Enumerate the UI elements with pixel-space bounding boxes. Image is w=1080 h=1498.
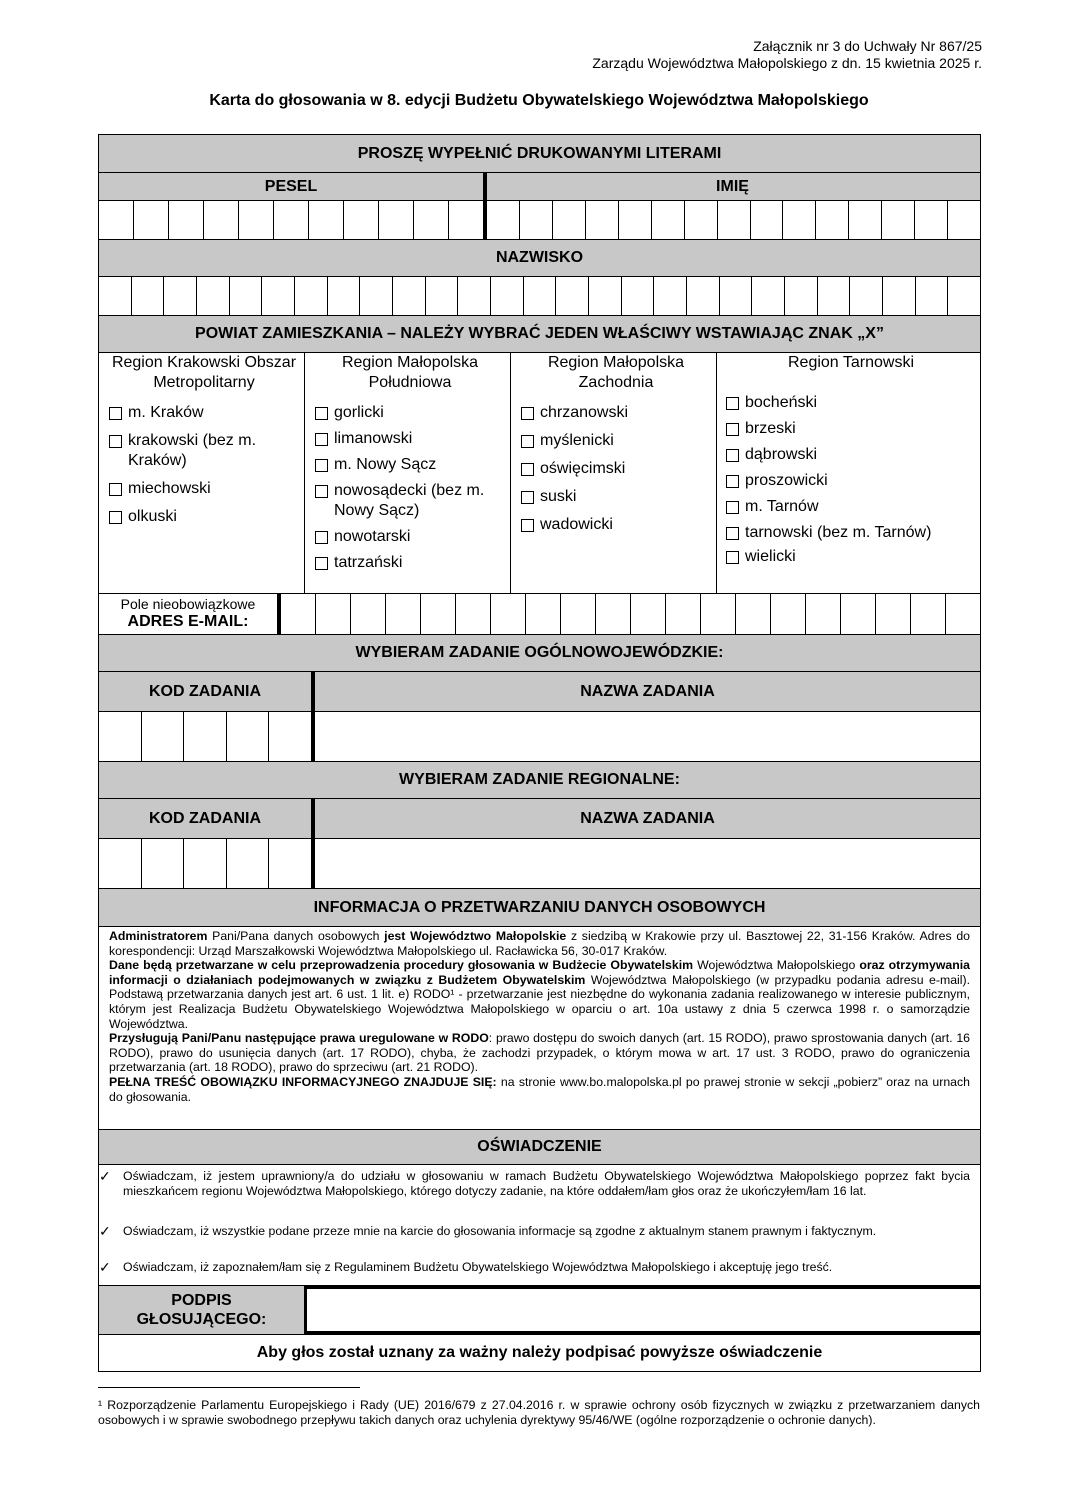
email-label: ADRES E-MAIL: xyxy=(127,613,249,630)
declaration-1: ✓ Oświadczam, iż jestem uprawniony/a do udziału w głosowaniu w ramach Budżetu Obywatelskiego Województwa Małopolskiego poprzez fakt bycia mieszkańcem regionu Województwa Małopolskiego, którego dotyczy zadanie, na które oddałem/łam głos oraz że ukończyłem/łam 16 lat. xyxy=(99,1168,970,1198)
checkbox[interactable] xyxy=(726,449,739,462)
signature-row xyxy=(99,1285,980,1335)
option-nowotarski[interactable]: nowotarski xyxy=(315,527,505,547)
signature-field[interactable] xyxy=(304,1286,980,1334)
regional-nazwa-input[interactable] xyxy=(315,839,980,889)
declaration-2: ✓ Oświadczam, iż wszystkie podane przeze mnie na karcie do głosowania informacje są zgodne z aktualnym stanem prawnym i faktycznym. xyxy=(99,1223,877,1239)
checkbox[interactable] xyxy=(521,491,534,504)
regional-divider xyxy=(311,799,315,889)
email-optional-note: Pole nieobowiązkowe xyxy=(120,596,256,612)
checkbox[interactable] xyxy=(726,551,739,564)
attachment-line-1: Załącznik nr 3 do Uchwały Nr 867/25 xyxy=(753,38,982,54)
region-divider-1 xyxy=(304,353,305,593)
attachment-header xyxy=(592,38,982,72)
region-name: Region Małopolska Zachodnia xyxy=(547,354,685,391)
region-malopolska-poludniowa xyxy=(315,353,505,593)
option-m-tarnow[interactable]: m. Tarnów xyxy=(726,497,976,517)
general-task-band: WYBIERAM ZADANIE OGÓLNOWOJEWÓDZKIE: xyxy=(99,635,980,672)
pesel-label: PESEL xyxy=(264,177,318,195)
checkbox[interactable] xyxy=(521,435,534,448)
option-chrzanowski[interactable]: chrzanowski xyxy=(521,403,711,423)
pesel-input-grid[interactable] xyxy=(99,201,483,240)
general-nazwa-input[interactable] xyxy=(315,712,980,762)
footnote: ¹ Rozporządzenie Parlamentu Europejskiego i Rady (UE) 2016/679 z 27.04.2016 r. w sprawie ochrony osób fizycznych w związku z przetwarzaniem danych osobowych i w sprawie swobodnego przepływu takich danych oraz uchylenia dyrektywy 95/46/WE (ogólne rozporządzenie o ochronie danych). xyxy=(98,1398,980,1427)
option-olkuski[interactable]: olkuski xyxy=(109,507,299,527)
checkbox[interactable] xyxy=(521,407,534,420)
info-paragraph-2: Dane będą przetwarzane w celu przeprowadzenia procedury głosowania w Budżecie Obywatelskim Województwa Małopolskiego oraz otrzymywania informacji o działaniach podejmowanych w związku z Budżetem Obywatelskim Województwa Małopolskiego (w przypadku podania adresu e-mail). Podstawą przetwarzania danych jest art. 6 ust. 1 lit. e) RODO¹ - przetwarzanie jest niezbędne do wykonania zadania realizowanego w interesie publicznym, którym jest Realizacja Budżetu Obywatelskiego Województwa Małopolskiego w oparciu o art. 10a ustawy z dnia 5 czerwca 1998 r. o samorządzie Województwa. xyxy=(109,958,971,1031)
checkbox[interactable] xyxy=(315,557,328,570)
checkbox[interactable] xyxy=(109,511,122,524)
option-proszowicki[interactable]: proszowicki xyxy=(726,471,976,491)
regional-kod-label: KOD ZADANIA xyxy=(99,799,311,839)
checkbox[interactable] xyxy=(109,407,122,420)
option-suski[interactable]: suski xyxy=(521,487,711,507)
email-input-grid[interactable] xyxy=(281,594,980,634)
region-tarnowski xyxy=(726,353,976,593)
checkbox[interactable] xyxy=(315,407,328,420)
checkbox[interactable] xyxy=(315,433,328,446)
checkbox[interactable] xyxy=(726,475,739,488)
option-gorlicki[interactable]: gorlicki xyxy=(315,403,505,423)
general-nazwa-label: NAZWA ZADANIA xyxy=(315,672,980,712)
option-krakowski[interactable]: krakowski (bez m. Kraków) xyxy=(109,431,299,471)
check-mark-icon: ✓ xyxy=(99,1168,111,1184)
regional-task-band: WYBIERAM ZADANIE REGIONALNE: xyxy=(99,762,980,799)
nazwisko-label: NAZWISKO xyxy=(99,240,980,277)
option-m-nowy-sacz[interactable]: m. Nowy Sącz xyxy=(315,455,505,475)
instruction-band: PROSZĘ WYPEŁNIĆ DRUKOWANYMI LITERAMI xyxy=(99,135,980,173)
powiat-band: POWIAT ZAMIESZKANIA – NALEŻY WYBRAĆ JEDEN WŁAŚCIWY WSTAWIAJĄC ZNAK „X” xyxy=(99,316,980,353)
checkbox[interactable] xyxy=(726,397,739,410)
region-divider-2 xyxy=(510,353,511,593)
nazwisko-input-grid[interactable] xyxy=(99,277,980,316)
checkbox[interactable] xyxy=(109,483,122,496)
signature-label: PODPIS GŁOSUJĄCEGO: xyxy=(99,1286,304,1334)
option-brzeski[interactable]: brzeski xyxy=(726,419,976,439)
info-paragraph-4: PEŁNA TREŚĆ OBOWIĄZKU INFORMACYJNEGO ZNAJDUJE SIĘ: na stronie www.bo.malopolska.pl po prawej stronie w sekcji „pobierz” oraz na urnach do głosowania. xyxy=(109,1074,970,1104)
option-tatrzanski[interactable]: tatrzański xyxy=(315,553,505,573)
declaration-3: ✓ Oświadczam, iż zapoznałem/łam się z Regulaminem Budżetu Obywatelskiego Województwa Małopolskiego i akceptuję jego treść. xyxy=(99,1259,833,1275)
option-myslenicki[interactable]: myślenicki xyxy=(521,431,711,451)
email-label-cell xyxy=(99,594,277,634)
validity-note: Aby głos został uznany za ważny należy podpisać powyższe oświadczenie xyxy=(256,1344,823,1361)
checkbox[interactable] xyxy=(109,435,122,448)
check-mark-icon: ✓ xyxy=(99,1223,111,1239)
option-wadowicki[interactable]: wadowicki xyxy=(521,515,711,535)
option-nowosadecki[interactable]: nowosądecki (bez m. Nowy Sącz) xyxy=(315,481,505,521)
general-divider xyxy=(311,672,315,762)
checkbox[interactable] xyxy=(315,531,328,544)
option-oswiecimski[interactable]: oświęcimski xyxy=(521,459,711,479)
option-limanowski[interactable]: limanowski xyxy=(315,429,505,449)
email-row xyxy=(99,593,980,635)
checkbox[interactable] xyxy=(315,459,328,472)
option-bochenski[interactable]: bocheński xyxy=(726,393,976,413)
regional-nazwa-label: NAZWA ZADANIA xyxy=(315,799,980,839)
checkbox[interactable] xyxy=(521,463,534,476)
option-wielicki[interactable]: wielicki xyxy=(726,547,976,567)
region-name: Region Krakowski Obszar Metropolitarny xyxy=(111,354,297,391)
pesel-imie-header xyxy=(99,173,980,201)
region-malopolska-zachodnia xyxy=(521,353,711,593)
voting-form xyxy=(98,134,981,1372)
option-miechowski[interactable]: miechowski xyxy=(109,479,299,499)
general-kod-label: KOD ZADANIA xyxy=(99,672,311,712)
imie-input-grid[interactable] xyxy=(487,201,980,240)
option-m-krakow[interactable]: m. Kraków xyxy=(109,403,299,423)
checkbox[interactable] xyxy=(726,527,739,540)
privacy-info xyxy=(109,929,970,1104)
attachment-line-2: Zarządu Województwa Małopolskiego z dn. 15 kwietnia 2025 r. xyxy=(592,55,982,71)
info-paragraph-3: Przysługują Pani/Panu następujące prawa uregulowane w RODO: prawo dostępu do swoich danych (art. 15 RODO), prawo sprostowania danych (art. 16 RODO), prawo do usunięcia danych (art. 17 RODO), chyba, że zachodzi przypadek, o którym mowa w art. 17 ust. 3 RODO, prawo do ograniczenia przetwarzania (art. 18 RODO), prawo do sprzeciwu (art. 21 RODO). xyxy=(109,1031,970,1075)
option-dabrowski[interactable]: dąbrowski xyxy=(726,445,976,465)
checkbox[interactable] xyxy=(521,519,534,532)
region-divider-3 xyxy=(716,353,717,593)
general-kod-input[interactable] xyxy=(99,712,311,762)
check-mark-icon: ✓ xyxy=(99,1259,111,1275)
regional-kod-input[interactable] xyxy=(99,839,311,889)
option-tarnowski[interactable]: tarnowski (bez m. Tarnów) xyxy=(726,523,976,543)
region-krakowski xyxy=(109,353,299,593)
checkbox[interactable] xyxy=(726,501,739,514)
info-band: INFORMACJA O PRZETWARZANIU DANYCH OSOBOWYCH xyxy=(99,889,980,927)
region-name: Region Tarnowski xyxy=(788,354,914,371)
info-paragraph-1: Administratorem Pani/Pana danych osobowych jest Województwo Małopolskie z siedzibą w Krakowie przy ul. Basztowej 22, 31-156 Kraków. Adres do korespondencji: Urząd Marszałkowski Województwa Małopolskiego ul. Racławicka 56, 30-017 Kraków. xyxy=(109,929,970,958)
checkbox[interactable] xyxy=(315,485,328,498)
declaration-band: OŚWIADCZENIE xyxy=(99,1129,980,1165)
imie-label: IMIĘ xyxy=(716,177,749,195)
checkbox[interactable] xyxy=(726,423,739,436)
region-name: Region Małopolska Południowa xyxy=(341,354,479,391)
page-title: Karta do głosowania w 8. edycji Budżetu Obywatelskiego Województwa Małopolskiego xyxy=(209,92,869,109)
footnote-separator xyxy=(98,1387,360,1388)
